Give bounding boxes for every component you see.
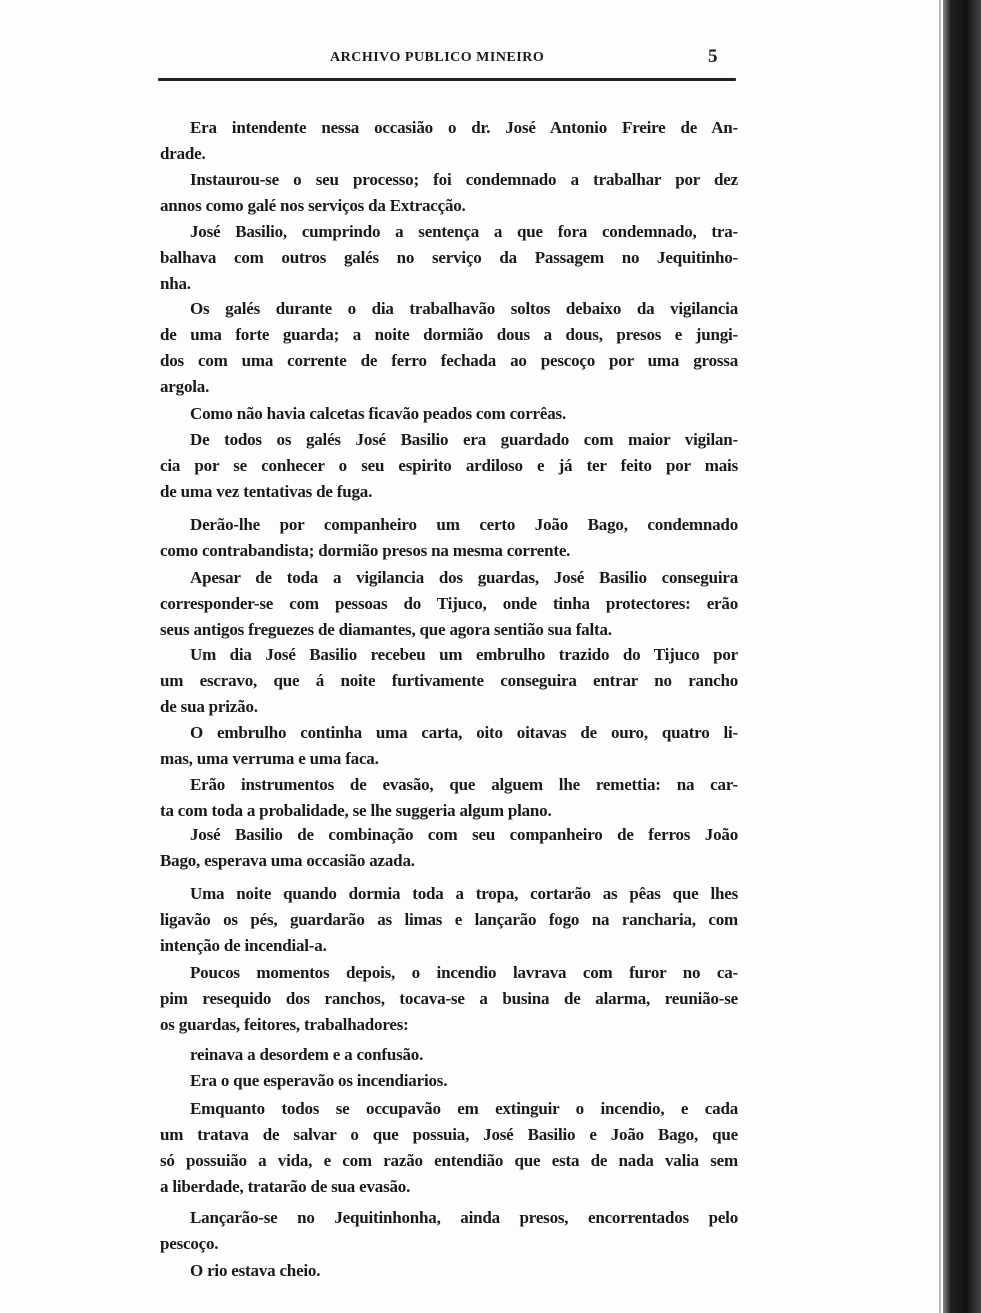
- text-line: O rio estava cheio.: [190, 1261, 321, 1280]
- paragraph: [160, 219, 738, 297]
- text-line: José Basilio, cumprindo a sentença a que fora condemnado, tra-: [190, 222, 738, 241]
- paragraph: [160, 881, 738, 959]
- scan-edge-line: [939, 0, 941, 1313]
- text-line: de uma forte guarda; a noite dormião dous a dous, presos e jungi-: [160, 325, 738, 344]
- paragraph: [160, 1096, 738, 1200]
- paragraph: [160, 642, 738, 720]
- paragraph: [160, 427, 738, 505]
- paragraph: [160, 1068, 738, 1094]
- paragraph: [160, 401, 738, 427]
- text-line: pescoço.: [160, 1234, 219, 1253]
- paragraph: [160, 960, 738, 1038]
- text-line: Instaurou-se o seu processo; foi condemnado a trabalhar por dez: [190, 170, 738, 189]
- text-line: de sua prizão.: [160, 697, 258, 716]
- text-line: Lançarão-se no Jequitinhonha, ainda presos, encorrentados pelo: [190, 1208, 738, 1227]
- paragraph: [160, 1258, 738, 1284]
- text-line: Erão instrumentos de evasão, que alguem lhe remettia: na car-: [190, 775, 738, 794]
- text-line: Um dia José Basilio recebeu um embrulho trazido do Tijuco por: [190, 645, 738, 664]
- text-line: Bago, esperava uma occasião azada.: [160, 851, 415, 870]
- text-line: annos como galé nos serviços da Extracção.: [160, 196, 466, 215]
- text-line: Era intendente nessa occasião o dr. José Antonio Freire de An-: [190, 118, 738, 137]
- text-line: De todos os galés José Basilio era guardado com maior vigilan-: [190, 430, 738, 449]
- text-line: Como não havia calcetas ficavão peados com corrêas.: [190, 404, 567, 423]
- text-line: drade.: [160, 144, 206, 163]
- text-line: Poucos momentos depois, o incendio lavrava com furor no ca-: [190, 963, 738, 982]
- text-line: cia por se conhecer o seu espirito ardiloso e já ter feito por mais: [160, 456, 738, 475]
- text-line: nha.: [160, 274, 191, 293]
- text-line: dos com uma corrente de ferro fechada ao pescoço por uma grossa: [160, 351, 738, 370]
- scan-binding-edge: [943, 0, 981, 1313]
- paragraph: [160, 720, 738, 772]
- text-line: um escravo, que á noite furtivamente conseguira entrar no rancho: [160, 671, 738, 690]
- text-line: só possuião a vida, e com razão entendião que esta de nada valia sem: [160, 1151, 738, 1170]
- text-line: intenção de incendial-a.: [160, 936, 327, 955]
- text-line: ta com toda a probalidade, se lhe suggeria algum plano.: [160, 801, 552, 820]
- text-line: Uma noite quando dormia toda a tropa, cortarão as pêas que lhes: [190, 884, 738, 903]
- text-line: ligavão os pés, guardarão as limas e lançarão fogo na rancharia, com: [160, 910, 738, 929]
- text-line: seus antigos freguezes de diamantes, que agora sentião sua falta.: [160, 620, 612, 639]
- text-line: argola.: [160, 377, 210, 396]
- text-line: José Basilio de combinação com seu companheiro de ferros João: [190, 825, 738, 844]
- text-line: pim resequido dos ranchos, tocava-se a busina de alarma, reunião-se: [160, 989, 738, 1008]
- header-rule: [158, 78, 736, 81]
- text-line: mas, uma verruma e uma faca.: [160, 749, 379, 768]
- paragraph: [160, 296, 738, 400]
- paragraph: [160, 822, 738, 874]
- text-line: reinava a desordem e a confusão.: [190, 1045, 424, 1064]
- paragraph: [160, 512, 738, 564]
- running-header: ARCHIVO PUBLICO MINEIRO: [330, 50, 545, 65]
- paragraph: [160, 115, 738, 167]
- paragraph: [160, 565, 738, 643]
- text-line: Os galés durante o dia trabalhavão soltos debaixo da vigilancia: [190, 299, 738, 318]
- text-line: corresponder-se com pessoas do Tijuco, onde tinha protectores: erão: [160, 594, 738, 613]
- text-line: a liberdade, tratarão de sua evasão.: [160, 1177, 411, 1196]
- text-line: de uma vez tentativas de fuga.: [160, 482, 373, 501]
- text-line: os guardas, feitores, trabalhadores:: [160, 1015, 409, 1034]
- text-line: balhava com outros galés no serviço da Passagem no Jequitinho-: [160, 248, 738, 267]
- paragraph: [160, 772, 738, 824]
- text-line: como contrabandista; dormião presos na mesma corrente.: [160, 541, 571, 560]
- text-line: Apesar de toda a vigilancia dos guardas, José Basilio conseguira: [190, 568, 738, 587]
- paragraph: [160, 167, 738, 219]
- text-line: O embrulho continha uma carta, oito oitavas de ouro, quatro li-: [190, 723, 738, 742]
- page-number: 5: [708, 46, 718, 67]
- text-line: Emquanto todos se occupavão em extinguir o incendio, e cada: [190, 1099, 738, 1118]
- paragraph: [160, 1205, 738, 1257]
- paragraph: [160, 1042, 738, 1068]
- text-line: Derão-lhe por companheiro um certo João Bago, condemnado: [190, 515, 738, 534]
- text-line: Era o que esperavão os incendiarios.: [190, 1071, 448, 1090]
- text-line: um tratava de salvar o que possuia, José Basilio e João Bago, que: [160, 1125, 738, 1144]
